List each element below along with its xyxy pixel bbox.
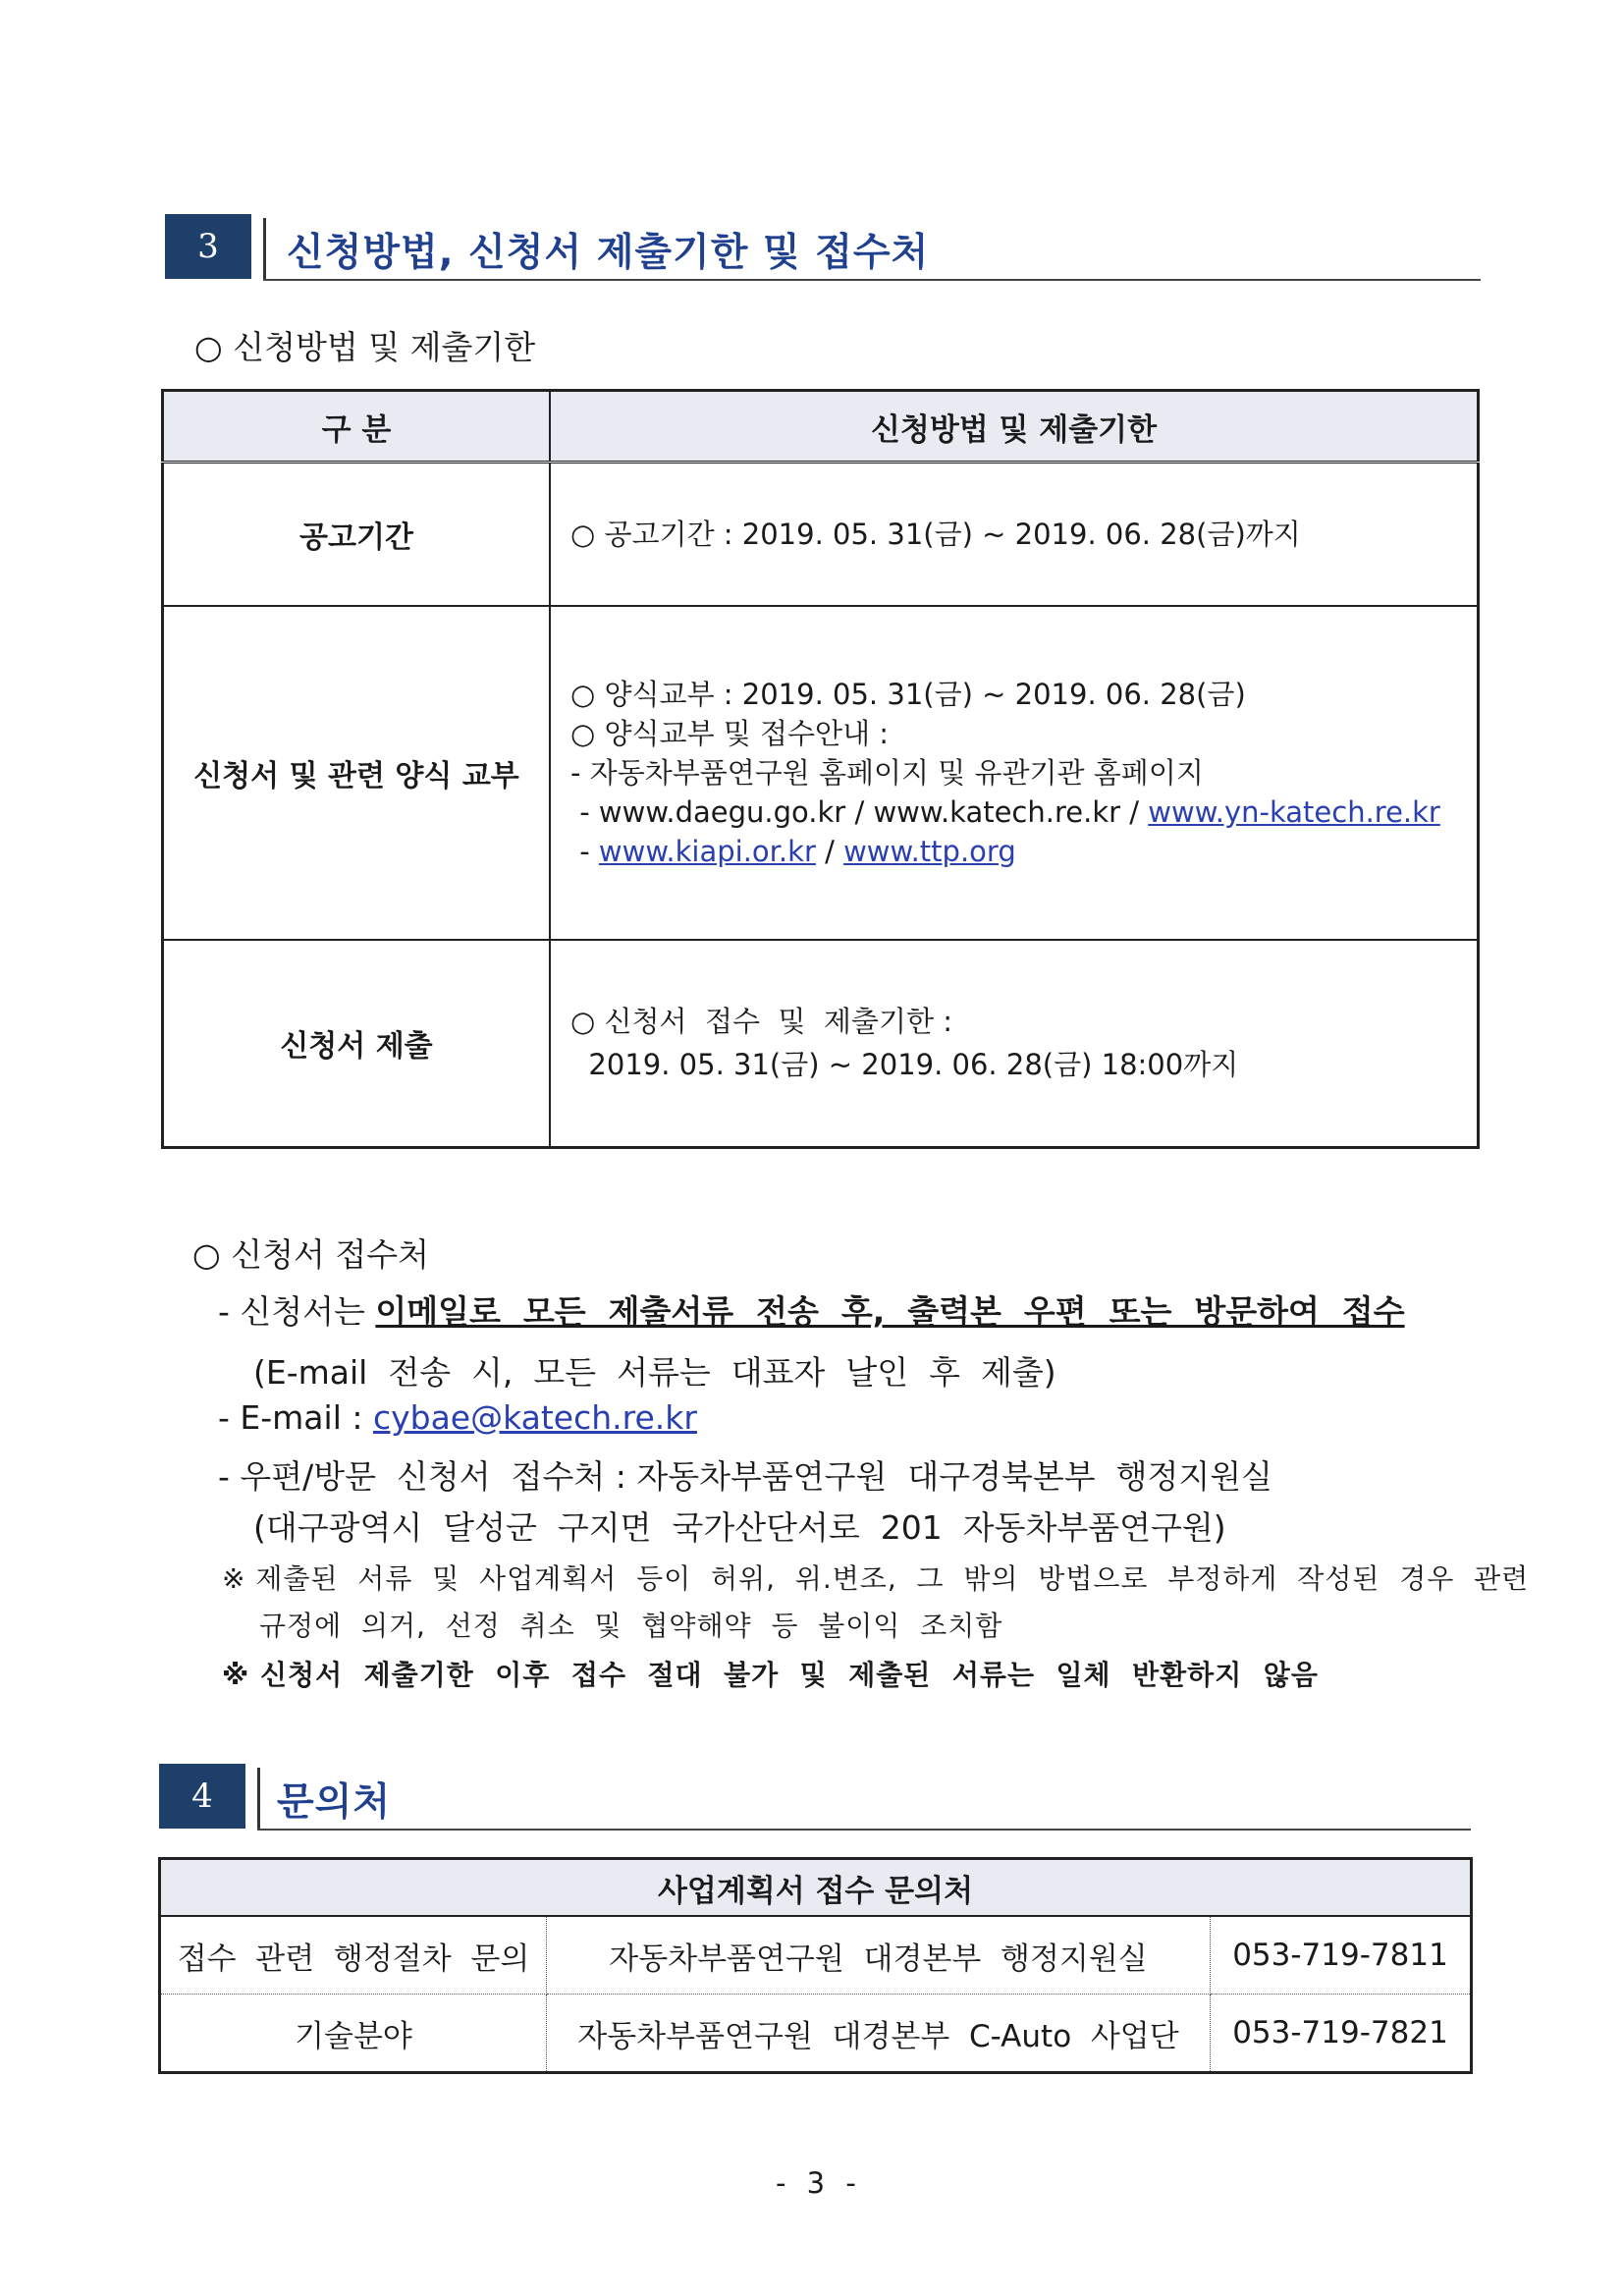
section-underline xyxy=(263,279,1481,281)
table-header-row xyxy=(163,391,1479,463)
table-row xyxy=(160,1995,1472,2073)
contact-department: 자동차부품연구원 대경본부 C-Auto 사업단 xyxy=(547,1995,1211,2073)
url-katech-link[interactable]: www.katech.re.kr xyxy=(873,794,1121,829)
reception-prefix: - 신청서는 xyxy=(218,1292,376,1331)
row-label: 신청서 및 관련 양식 교부 xyxy=(163,606,551,940)
value-line: 2019. 05. 31(금) ~ 2019. 06. 28(금) 18:00까지 xyxy=(570,1048,1239,1082)
table-header: 사업계획서 접수 문의처 xyxy=(160,1859,1472,1917)
url-separator: / xyxy=(815,834,844,868)
note-1b: 규정에 의거, 선정 취소 및 협약해약 등 불이익 조치함 xyxy=(259,1610,1003,1642)
contact-category: 기술분야 xyxy=(160,1995,547,2073)
row-value xyxy=(550,940,1479,1148)
value-line: ○ 양식교부 및 접수안내 : xyxy=(570,716,890,750)
page-number: - 3 - xyxy=(776,2166,862,2200)
column-header: 신청방법 및 제출기한 xyxy=(550,391,1479,463)
contact-table xyxy=(158,1857,1473,2074)
row-label: 공고기간 xyxy=(163,463,551,606)
section-divider xyxy=(257,1768,260,1829)
section-number: 3 xyxy=(165,214,251,279)
email-line xyxy=(218,1398,697,1437)
value-line: - 자동차부품연구원 홈페이지 및 유관기관 홈페이지 xyxy=(570,755,1204,790)
table-row xyxy=(160,1916,1472,1995)
contact-department: 자동차부품연구원 대경본부 행정지원실 xyxy=(547,1916,1211,1995)
value-line: ○ 양식교부 : 2019. 05. 31(금) ~ 2019. 06. 28(금) xyxy=(570,677,1246,711)
contact-phone: 053-719-7821 xyxy=(1211,1995,1472,2073)
section-title: 신청방법, 신청서 제출기한 및 접수처 xyxy=(287,231,930,275)
section-3-header xyxy=(165,214,1481,279)
url-yn-katech-link[interactable]: www.yn-katech.re.kr xyxy=(1148,794,1440,829)
note-1a: ※ 제출된 서류 및 사업계획서 등이 허위, 위.변조, 그 밖의 방법으로 부정하게 작성된 경우 관련 xyxy=(222,1562,1530,1595)
section-title: 문의처 xyxy=(277,1780,392,1825)
section-4-header xyxy=(159,1764,1475,1829)
row-value xyxy=(550,606,1479,940)
section-number: 4 xyxy=(159,1764,245,1829)
email-prefix: - E-mail : xyxy=(218,1398,373,1437)
value-line: ○ 신청서 접수 및 제출기한 : xyxy=(570,1005,952,1039)
post-line: - 우편/방문 신청서 접수처 : 자동차부품연구원 대구경북본부 행정지원실 xyxy=(218,1457,1272,1496)
section-underline xyxy=(257,1829,1471,1831)
url-prefix: - xyxy=(570,834,599,868)
url-ttp-link[interactable]: www.ttp.org xyxy=(843,834,1016,868)
contact-phone: 053-719-7811 xyxy=(1211,1916,1472,1995)
section-divider xyxy=(263,218,266,279)
url-line xyxy=(570,793,1476,832)
note-2: ※ 신청서 제출기한 이후 접수 절대 불가 및 제출된 서류는 일체 반환하지 않음 xyxy=(222,1659,1319,1691)
subheading-reception: ○ 신청서 접수처 xyxy=(192,1235,430,1274)
table-row xyxy=(163,606,1479,940)
contact-category: 접수 관련 행정절차 문의 xyxy=(160,1916,547,1995)
table-row xyxy=(163,463,1479,606)
url-separator: / xyxy=(845,794,874,829)
reception-line-1 xyxy=(218,1286,1405,1333)
url-prefix: - xyxy=(570,794,599,829)
table-header-row xyxy=(160,1859,1472,1917)
url-daegu-link[interactable]: www.daegu.go.kr xyxy=(598,794,846,829)
reception-emphasis: 이메일로 모든 제출서류 전송 후, 출력본 우편 또는 방문하여 접수 xyxy=(375,1292,1405,1331)
subheading-method: ○ 신청방법 및 제출기한 xyxy=(194,328,536,366)
url-kiapi-link[interactable]: www.kiapi.or.kr xyxy=(598,834,816,868)
column-header: 구 분 xyxy=(163,391,551,463)
value-line: ○ 공고기간 : 2019. 05. 31(금) ~ 2019. 06. 28(금)까지 xyxy=(570,517,1301,551)
reception-line-2: (E-mail 전송 시, 모든 서류는 대표자 날인 후 제출) xyxy=(253,1353,1056,1392)
row-label: 신청서 제출 xyxy=(163,940,551,1148)
address-line: (대구광역시 달성군 구지면 국가산단서로 201 자동차부품연구원) xyxy=(253,1508,1226,1547)
email-link[interactable]: cybae@katech.re.kr xyxy=(372,1398,697,1437)
row-value xyxy=(550,463,1479,606)
table-row xyxy=(163,940,1479,1148)
url-line xyxy=(570,832,1476,871)
url-separator: / xyxy=(1120,794,1149,829)
application-table xyxy=(161,389,1480,1149)
